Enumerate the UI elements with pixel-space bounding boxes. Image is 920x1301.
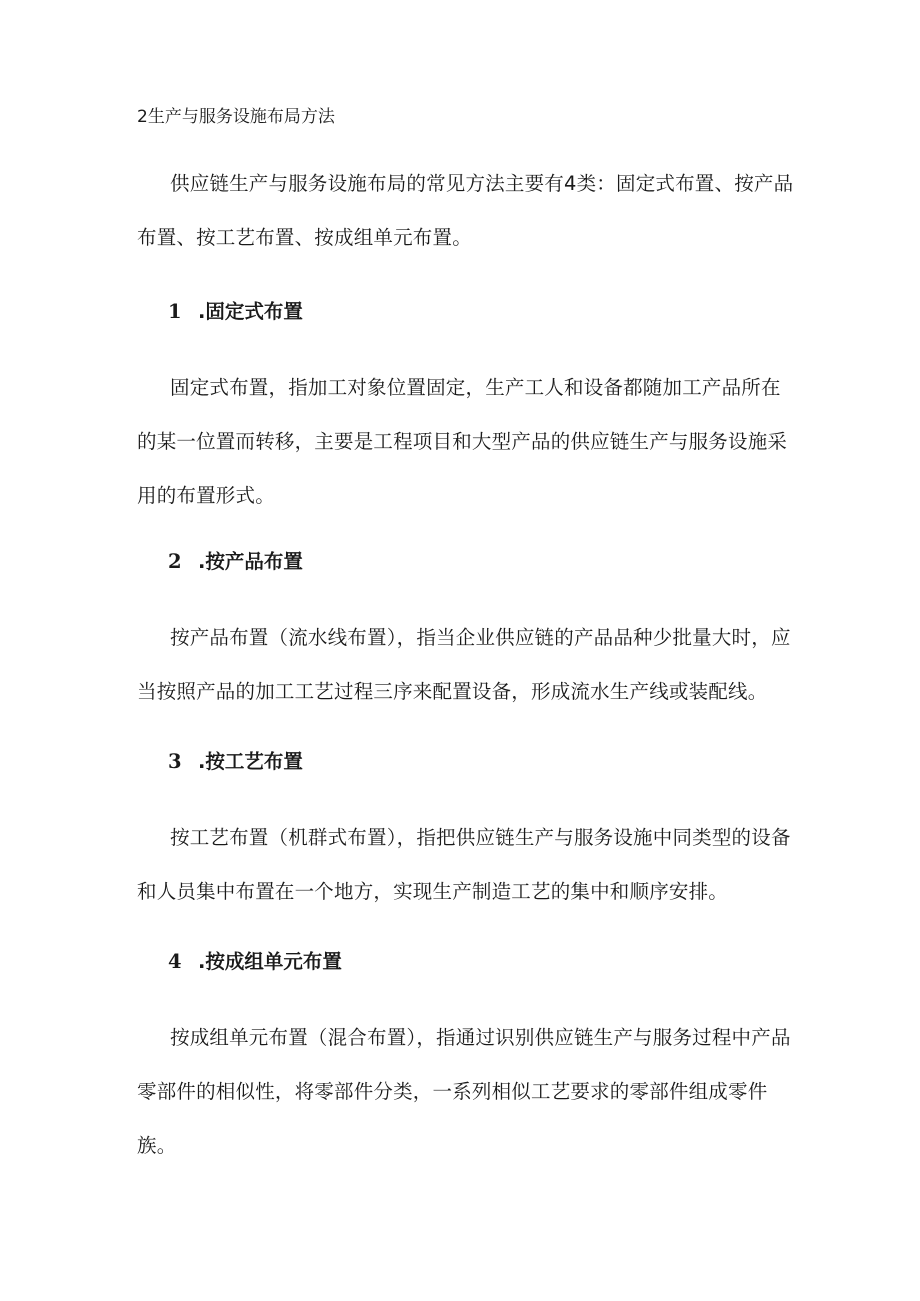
section-heading-4 xyxy=(168,947,342,977)
section-body-3: 按工艺布置（机群式布置），指把供应链生产与服务设施中同类型的设备和人员集中布置在一个地方，实现生产制造工艺的集中和顺序安排。 xyxy=(137,826,791,903)
section-heading-3 xyxy=(168,747,303,777)
section-number: 4 xyxy=(168,950,182,973)
section-number: 1 xyxy=(168,300,182,323)
section-title: .按工艺布置 xyxy=(198,750,303,773)
document-title: 2生产与服务设施布局方法 xyxy=(137,107,335,127)
section-title: .按产品布置 xyxy=(198,550,303,573)
section-title: .按成组单元布置 xyxy=(198,950,342,973)
section-heading-2 xyxy=(168,547,303,577)
section-body-4: 按成组单元布置（混合布置），指通过识别供应链生产与服务过程中产品零部件的相似性，将零部件分类，一系列相似工艺要求的零部件组成零件族。 xyxy=(137,1026,791,1157)
section-title: .固定式布置 xyxy=(198,300,303,323)
section-body-1: 固定式布置，指加工对象位置固定，生产工人和设备都随加工产品所在的某一位置而转移，主要是工程项目和大型产品的供应链生产与服务设施采用的布置形式。 xyxy=(137,376,788,507)
section-number: 2 xyxy=(168,550,182,573)
section-body-2: 按产品布置（流水线布置），指当企业供应链的产品品种少批量大时，应当按照产品的加工工艺过程三序来配置设备，形成流水生产线或装配线。 xyxy=(137,626,791,703)
section-heading-1 xyxy=(168,297,303,327)
section-number: 3 xyxy=(168,750,182,773)
intro-paragraph: 供应链生产与服务设施布局的常见方法主要有4类：固定式布置、按产品布置、按工艺布置、按成组单元布置。 xyxy=(137,172,794,249)
